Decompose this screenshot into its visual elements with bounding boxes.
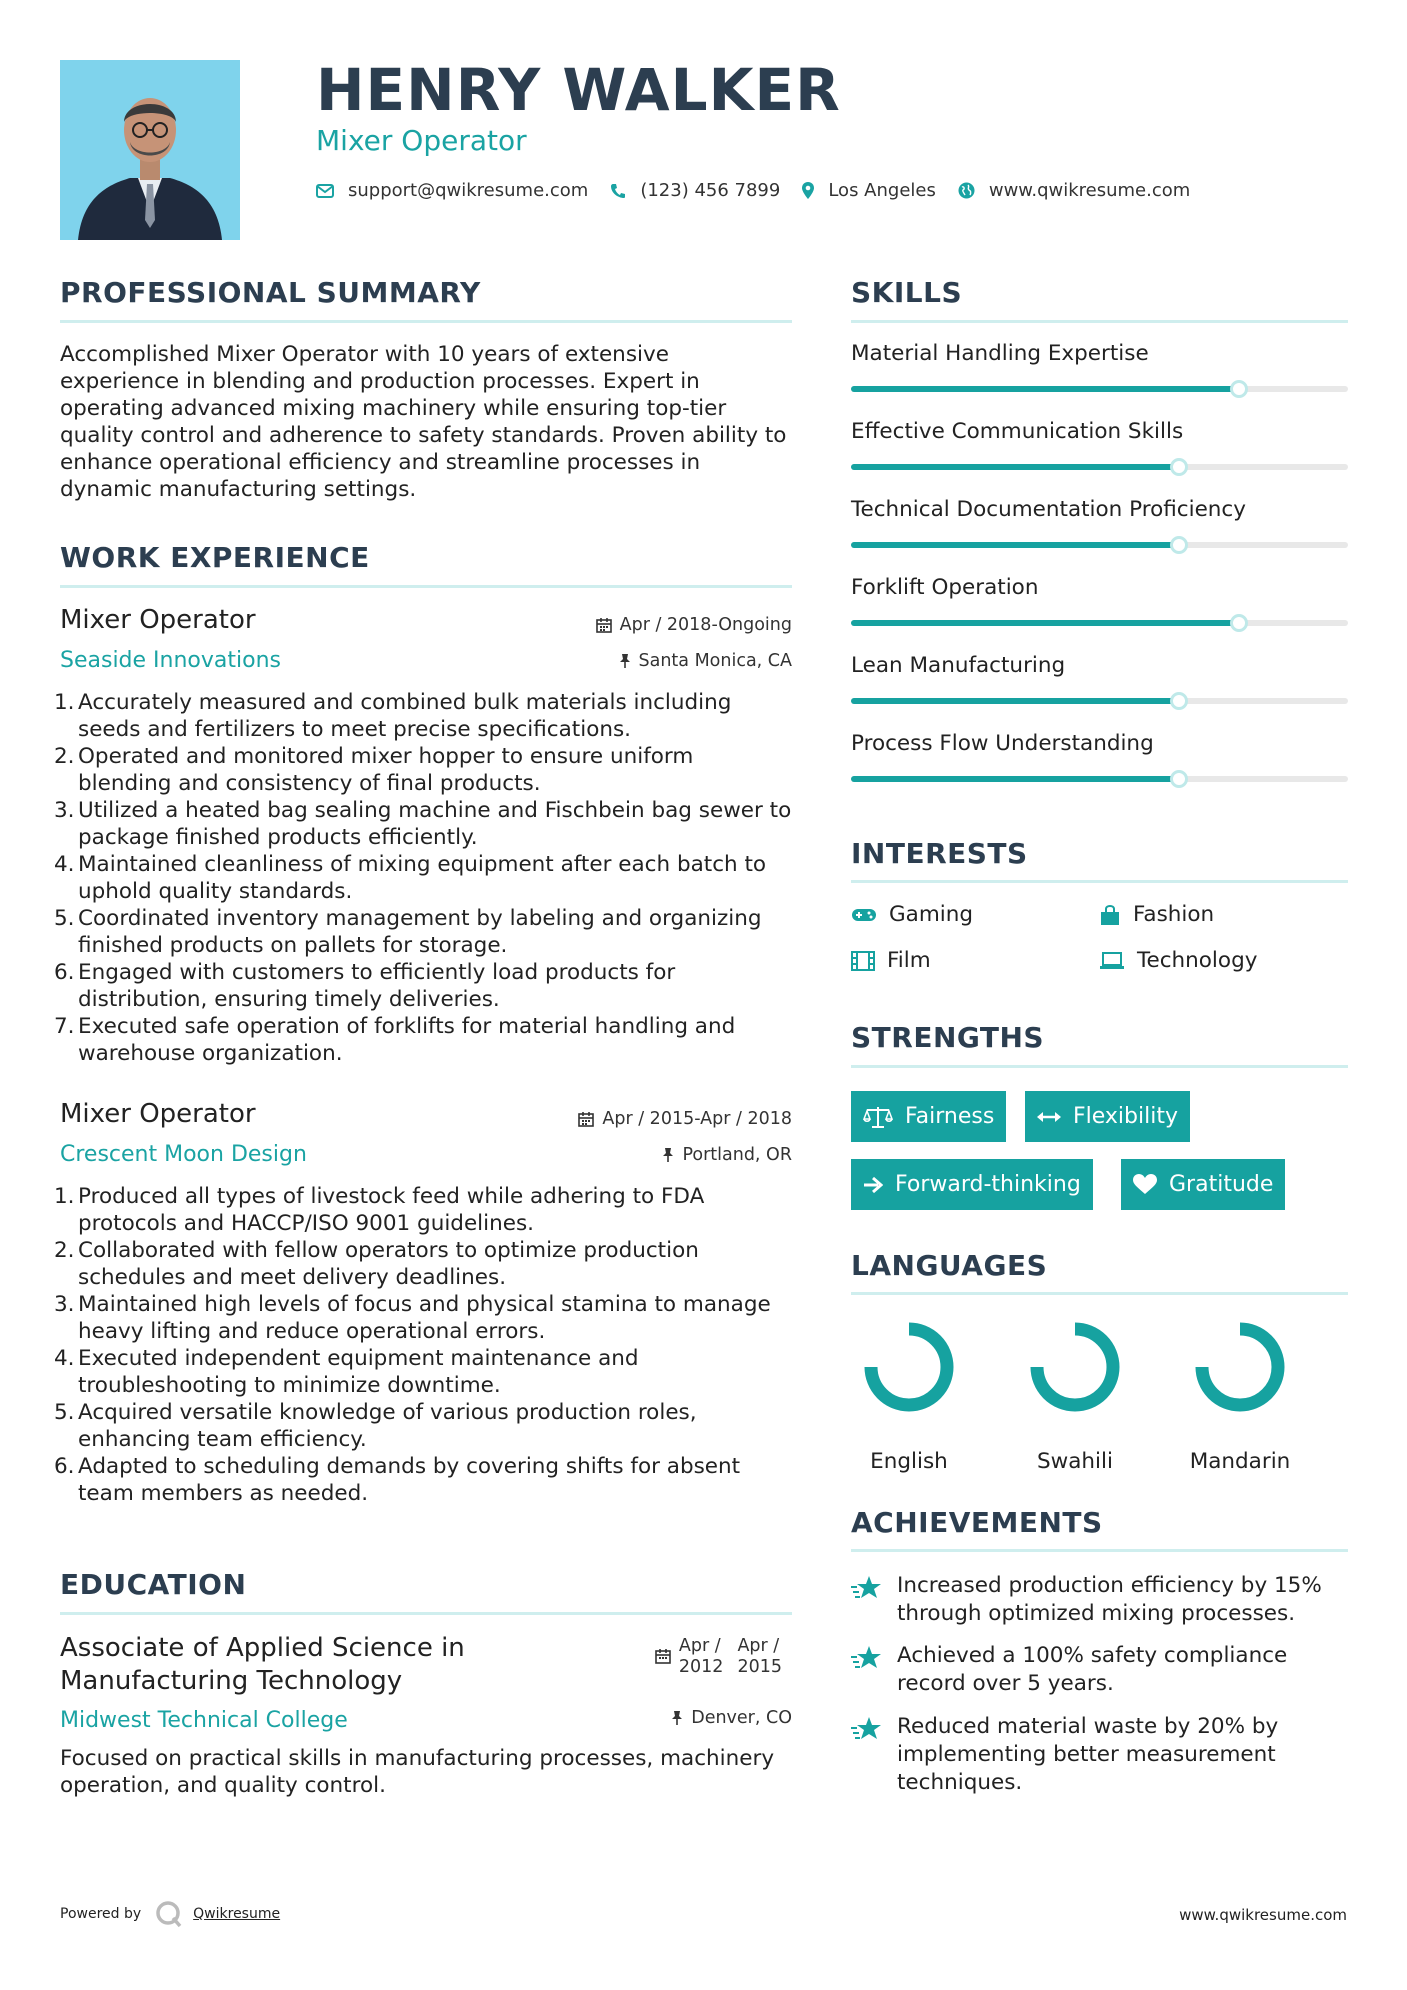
film-icon — [851, 951, 875, 971]
achievement-text: Reduced material waste by 20% by implementing better measurement techniques. — [897, 1714, 1279, 1795]
skill-item — [851, 575, 1348, 600]
balance-scale-icon — [863, 1106, 893, 1128]
job-location-text: Portland, OR — [682, 1145, 792, 1165]
education-heading: EDUCATION — [60, 1568, 247, 1601]
laptop-icon — [1099, 952, 1125, 970]
skill-track — [851, 464, 1348, 470]
heart-icon — [1133, 1174, 1157, 1195]
language-item — [1015, 1317, 1135, 1474]
skill-fill — [851, 464, 1179, 470]
qwikresume-link[interactable]: Qwikresume — [193, 1906, 281, 1922]
qwikresume-logo-icon — [155, 1900, 183, 1928]
strengths-heading: STRENGTHS — [851, 1021, 1045, 1054]
strength-label: Fairness — [905, 1104, 995, 1129]
skill-item — [851, 341, 1348, 366]
achievement-item — [851, 1713, 1348, 1797]
job-location-text: Santa Monica, CA — [638, 651, 792, 671]
school-name: Midwest Technical College — [60, 1708, 348, 1733]
strengths-divider — [851, 1065, 1348, 1068]
pushpin-icon — [671, 1710, 683, 1726]
calendar-icon — [578, 1111, 594, 1127]
skill-knob — [1170, 692, 1188, 710]
language-gauge — [1015, 1317, 1135, 1417]
language-item — [849, 1317, 969, 1474]
language-gauge-arc — [871, 1329, 947, 1405]
skill-item — [851, 653, 1348, 678]
job-company: Crescent Moon Design — [60, 1142, 307, 1167]
list-item: 7. Executed safe operation of forklifts for material handling and warehouse organization. — [54, 1014, 736, 1066]
skill-fill — [851, 542, 1179, 548]
degree-title — [60, 1632, 465, 1698]
interest-label: Film — [887, 948, 931, 973]
job-title: Mixer Operator — [60, 1099, 256, 1129]
list-item: 5. Coordinated inventory management by labeling and organizing finished products on pallets for storage. — [54, 906, 762, 958]
summary-text: Accomplished Mixer Operator with 10 years of extensive experience in blending and production processes. Expert in operating advanced mixing machinery while ensuring top-tier quality control and adherence to safety standards. Proven ability to enhance operational efficiency and streamline processes in dynamic manufacturing settings. — [60, 342, 787, 502]
language-gauge — [849, 1317, 969, 1417]
language-label: Swahili — [1037, 1449, 1113, 1474]
list-item: 6. Engaged with customers to efficiently load products for distribution, ensuring timely deliveries. — [54, 960, 676, 1012]
star-icon — [851, 1716, 883, 1742]
skill-label: Forklift Operation — [851, 575, 1039, 600]
job-dates — [578, 1109, 792, 1129]
skills-divider — [851, 320, 1348, 323]
achievements-heading: ACHIEVEMENTS — [851, 1506, 1103, 1539]
interest-item — [851, 902, 973, 927]
pushpin-icon — [619, 653, 631, 669]
skill-track — [851, 620, 1348, 626]
job-title: Mixer Operator — [60, 605, 256, 635]
list-item: 3. Maintained high levels of focus and physical stamina to manage heavy lifting and reduce operational errors. — [54, 1292, 771, 1344]
interests-divider — [851, 880, 1348, 883]
skill-track — [851, 698, 1348, 704]
powered-by-text: Powered by — [60, 1906, 142, 1922]
skill-knob — [1230, 614, 1248, 632]
contact-location — [802, 180, 936, 201]
language-item — [1180, 1317, 1300, 1474]
education-location — [671, 1708, 792, 1728]
skills-heading: SKILLS — [851, 276, 963, 309]
skill-track — [851, 542, 1348, 548]
strength-tag — [1121, 1159, 1285, 1210]
skill-knob — [1170, 770, 1188, 788]
list-item: 2. Operated and monitored mixer hopper to ensure uniform blending and consistency of final products. — [54, 744, 694, 796]
language-gauge-arc — [1037, 1329, 1113, 1405]
interests-heading: INTERESTS — [851, 837, 1028, 870]
list-item: 2. Collaborated with fellow operators to optimize production schedules and meet delivery deadlines. — [54, 1238, 699, 1290]
achievement-text: Achieved a 100% safety compliance record over 5 years. — [897, 1643, 1288, 1696]
education-dates — [655, 1636, 782, 1678]
education-description: Focused on practical skills in manufacturing processes, machinery operation, and quality control. — [60, 1746, 775, 1798]
language-gauge — [1180, 1317, 1300, 1417]
skill-fill — [851, 386, 1239, 392]
shopping-bag-icon — [1099, 904, 1121, 926]
skill-track — [851, 776, 1348, 782]
job-dates-text: Apr / 2018-Ongoing — [619, 615, 792, 635]
candidate-title: Mixer Operator — [316, 124, 527, 157]
education-divider — [60, 1612, 792, 1615]
skill-label: Lean Manufacturing — [851, 653, 1066, 678]
skill-item — [851, 419, 1348, 444]
list-item: 5. Acquired versatile knowledge of various production roles, enhancing team efficiency. — [54, 1400, 697, 1452]
skill-knob — [1170, 536, 1188, 554]
calendar-icon — [655, 1648, 671, 1664]
list-item: 1. Produced all types of livestock feed while adhering to FDA protocols and HACCP/ISO 9001 guidelines. — [54, 1184, 705, 1236]
job-dates — [596, 615, 792, 635]
candidate-name: HENRY WALKER — [316, 56, 841, 124]
job-dates-text: Apr / 2015-Apr / 2018 — [602, 1109, 792, 1129]
achievements-divider — [851, 1549, 1348, 1552]
interest-label: Technology — [1137, 948, 1258, 973]
phone-text: (123) 456 7899 — [640, 180, 781, 201]
start-month: Apr / — [678, 1636, 721, 1656]
language-label: English — [870, 1449, 948, 1474]
interest-item — [1099, 948, 1257, 973]
skill-item — [851, 497, 1348, 522]
experience-heading: WORK EXPERIENCE — [60, 541, 370, 574]
contact-email[interactable] — [316, 180, 588, 201]
experience-divider — [60, 585, 792, 588]
education-location-text: Denver, CO — [691, 1708, 792, 1728]
strength-label: Forward-thinking — [895, 1172, 1081, 1197]
map-pin-icon — [802, 182, 814, 199]
skill-fill — [851, 776, 1179, 782]
pushpin-icon — [662, 1147, 674, 1163]
summary-divider — [60, 320, 792, 323]
arrow-right-icon — [863, 1176, 883, 1194]
achievement-item — [851, 1642, 1348, 1698]
calendar-icon — [596, 617, 612, 633]
interest-label: Fashion — [1133, 902, 1215, 927]
language-label: Mandarin — [1189, 1449, 1291, 1474]
star-icon — [851, 1645, 883, 1671]
job-location — [662, 1145, 792, 1165]
achievement-item — [851, 1572, 1348, 1628]
profile-photo — [60, 60, 240, 240]
summary-heading: PROFESSIONAL SUMMARY — [60, 276, 481, 309]
job-duties-list — [54, 1183, 792, 1507]
list-item: 4. Executed independent equipment maintenance and troubleshooting to minimize downtime. — [54, 1346, 639, 1398]
job-duties-list — [54, 689, 792, 1067]
star-icon — [851, 1575, 883, 1601]
skill-item — [851, 731, 1348, 756]
achievement-text: Increased production efficiency by 15% through optimized mixing processes. — [897, 1573, 1322, 1626]
footer-website[interactable]: www.qwikresume.com — [1179, 1906, 1347, 1924]
list-item: 3. Utilized a heated bag sealing machine and Fischbein bag sewer to package finished products efficiently. — [54, 798, 792, 850]
strength-tag — [1025, 1091, 1190, 1142]
list-item: 6. Adapted to scheduling demands by covering shifts for absent team members as needed. — [54, 1454, 741, 1506]
contact-website[interactable] — [958, 180, 1190, 201]
contact-phone[interactable] — [610, 180, 780, 201]
interest-item — [851, 948, 931, 973]
interest-item — [1099, 902, 1214, 927]
strength-tag — [851, 1159, 1093, 1210]
language-gauge-arc — [1202, 1329, 1278, 1405]
skill-fill — [851, 620, 1239, 626]
end-month: Apr / — [737, 1636, 780, 1656]
skill-knob — [1170, 458, 1188, 476]
skill-knob — [1230, 380, 1248, 398]
footer-powered-by — [60, 1900, 280, 1928]
degree-line-1: Associate of Applied Science in — [60, 1633, 465, 1663]
website-text: www.qwikresume.com — [988, 180, 1191, 201]
skill-fill — [851, 698, 1179, 704]
languages-heading: LANGUAGES — [851, 1249, 1048, 1282]
skill-label: Process Flow Understanding — [851, 731, 1154, 756]
skill-track — [851, 386, 1348, 392]
skill-label: Effective Communication Skills — [851, 419, 1184, 444]
strength-label: Flexibility — [1073, 1104, 1178, 1129]
job-company: Seaside Innovations — [60, 648, 281, 673]
strength-tag — [851, 1091, 1006, 1142]
envelope-icon — [316, 184, 334, 198]
job-location — [619, 651, 793, 671]
languages-divider — [851, 1292, 1348, 1295]
location-text: Los Angeles — [828, 180, 936, 201]
strength-label: Gratitude — [1169, 1172, 1274, 1197]
contact-bar — [316, 180, 1212, 201]
interest-label: Gaming — [889, 902, 974, 927]
list-item: 1. Accurately measured and combined bulk materials including seeds and fertilizers to meet precise specifications. — [54, 690, 732, 742]
skill-label: Technical Documentation Proficiency — [851, 497, 1246, 522]
skill-label: Material Handling Expertise — [851, 341, 1149, 366]
end-year: 2015 — [737, 1657, 782, 1677]
start-year: 2012 — [678, 1657, 724, 1677]
globe-icon — [958, 182, 975, 199]
arrows-horizontal-icon — [1037, 1111, 1061, 1123]
gamepad-icon — [851, 907, 877, 923]
degree-line-2: Manufacturing Technology — [60, 1666, 403, 1696]
email-text: support@qwikresume.com — [348, 180, 589, 201]
list-item: 4. Maintained cleanliness of mixing equipment after each batch to uphold quality standards. — [54, 852, 767, 904]
phone-icon — [610, 183, 626, 199]
